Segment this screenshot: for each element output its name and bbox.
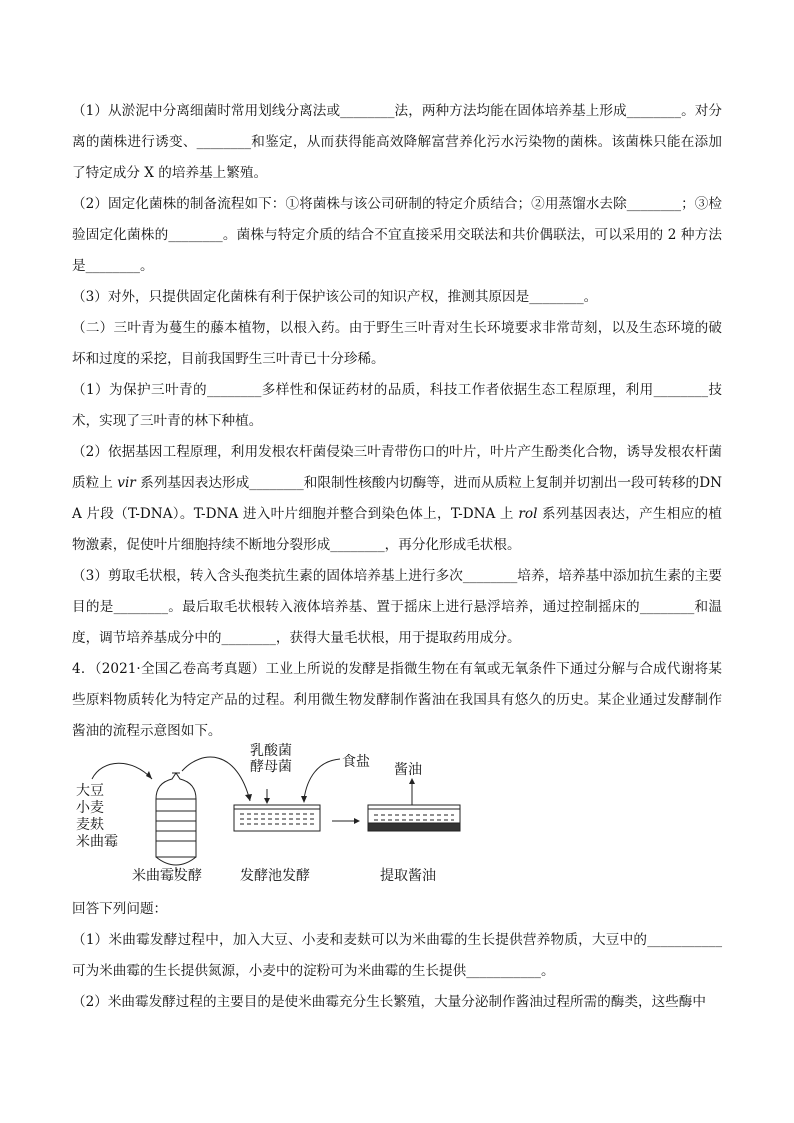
- lactic-acid-bacteria-label: 乳酸菌: [250, 743, 292, 759]
- fermentation-pool-icon: [234, 805, 320, 831]
- ingredient-list: [76, 783, 118, 851]
- text: （2）固定化菌株的制备流程如下：①将菌株与该公司研制的特定介质结合；②用蒸馏水去除________；③检验固定化菌株的________。菌株与特定介质的结合不宜直接采用交联法和共价偶联法，可以采用的 2 种方法是________。: [72, 196, 722, 274]
- fermentation-tank-icon: [156, 773, 196, 877]
- question-4-intro: [72, 654, 722, 747]
- ingredient-soybean: 大豆: [76, 783, 104, 799]
- text: 4．（2021·全国乙卷高考真题）工业上所说的发酵是指微生物在有氧或无氧条件下通过分解与合成代谢将某些原料物质转化为特定产品的过程。利用微生物发酵制作酱油在我国具有悠久的历史。某企业通过发酵制作酱油的流程示意图如下。: [72, 661, 722, 739]
- microbe-labels: [250, 743, 292, 775]
- question-1-2: [72, 189, 722, 282]
- question-2-3: [72, 561, 722, 654]
- question-4-1: [72, 925, 722, 987]
- ingredient-wheat: 小麦: [76, 800, 104, 816]
- arrow-to-tank: [92, 763, 152, 779]
- text: （二）三叶青为蔓生的藤本植物，以根入药。由于野生三叶青对生长环境要求非常苛刻，以及生态环境的破坏和过度的采挖，目前我国野生三叶青已十分珍稀。: [72, 320, 722, 367]
- gene-rol: rol: [518, 506, 538, 522]
- text: （3）对外，只提供固定化菌株有利于保护该公司的知识产权，推测其原因是________。: [72, 289, 598, 305]
- ingredient-bran: 麦麸: [76, 817, 104, 833]
- text: （1）为保护三叶青的________多样性和保证药材的品质，科技工作者依据生态工程原理，利用________技术，实现了三叶青的林下种植。: [72, 382, 722, 429]
- section-2-intro: [72, 313, 722, 375]
- text: （1）米曲霉发酵过程中，加入大豆、小麦和麦麸可以为米曲霉的生长提供营养物质，大豆中的___________可为米曲霉的生长提供氮源，小麦中的淀粉可为米曲霉的生长提供___________。: [72, 932, 722, 979]
- text: （2）依据基因工程原理，利用发根农杆菌侵染三叶青带伤口的叶片，叶片产生酚类化合物，诱导发根农杆菌质粒上: [72, 444, 722, 491]
- text: 系列基因表达，产生相应的植物激素，促使叶片细胞持续不断地分裂形成________，再分化形成毛状根。: [72, 506, 722, 553]
- text: 系列基因表达形成________和限制性核酸内切酶等，进而从质粒上复制并切割出一段可转移的DNA 片段（T-DNA）。T-DNA 进入叶片细胞并整合到染色体上，T-DNA 上: [72, 475, 722, 522]
- yeast-label: 酵母菌: [250, 759, 292, 775]
- salt-label: 食盐: [342, 754, 370, 770]
- document-page: [72, 96, 722, 1018]
- text: （1）从淤泥中分离细菌时常用划线分离法或________法，两种方法均能在固体培养基上形成________。对分离的菌株进行诱变、________和鉴定，从而获得能高效降解富营养化污水污染物的菌株。该菌株只能在添加了特定成分 X 的培养基上繁殖。: [72, 103, 722, 181]
- question-2-1: [72, 375, 722, 437]
- text: （2）米曲霉发酵过程的主要目的是使米曲霉充分生长繁殖，大量分泌制作酱油过程所需的酶类，这些酶中: [72, 994, 706, 1010]
- stage-aspergillus-fermentation: 米曲霉发酵: [132, 868, 202, 884]
- ingredient-aspergillus: 米曲霉: [76, 834, 118, 850]
- text: 回答下列问题：: [72, 901, 168, 917]
- stage-pool-fermentation: 发酵池发酵: [240, 868, 310, 884]
- soy-sauce-flow-diagram: [72, 743, 722, 894]
- extraction-tank-icon: [368, 781, 460, 831]
- question-1-1: [72, 96, 722, 189]
- soy-sauce-label: 酱油: [394, 762, 422, 778]
- answer-prompt: [72, 894, 722, 925]
- text: （3）剪取毛状根，转入含头孢类抗生素的固体培养基上进行多次________培养，培养基中添加抗生素的主要目的是________。最后取毛状根转入液体培养基、置于摇床上进行悬浮培养，通过控制摇床的________和温度，调节培养基成分中的________，获得大量毛状根，用于提取药用成分。: [72, 568, 722, 646]
- stage-extraction: 提取酱油: [380, 868, 436, 884]
- question-2-2: [72, 437, 722, 561]
- question-4-2: [72, 987, 722, 1018]
- gene-vir: vir: [117, 475, 136, 491]
- question-1-3: [72, 282, 722, 313]
